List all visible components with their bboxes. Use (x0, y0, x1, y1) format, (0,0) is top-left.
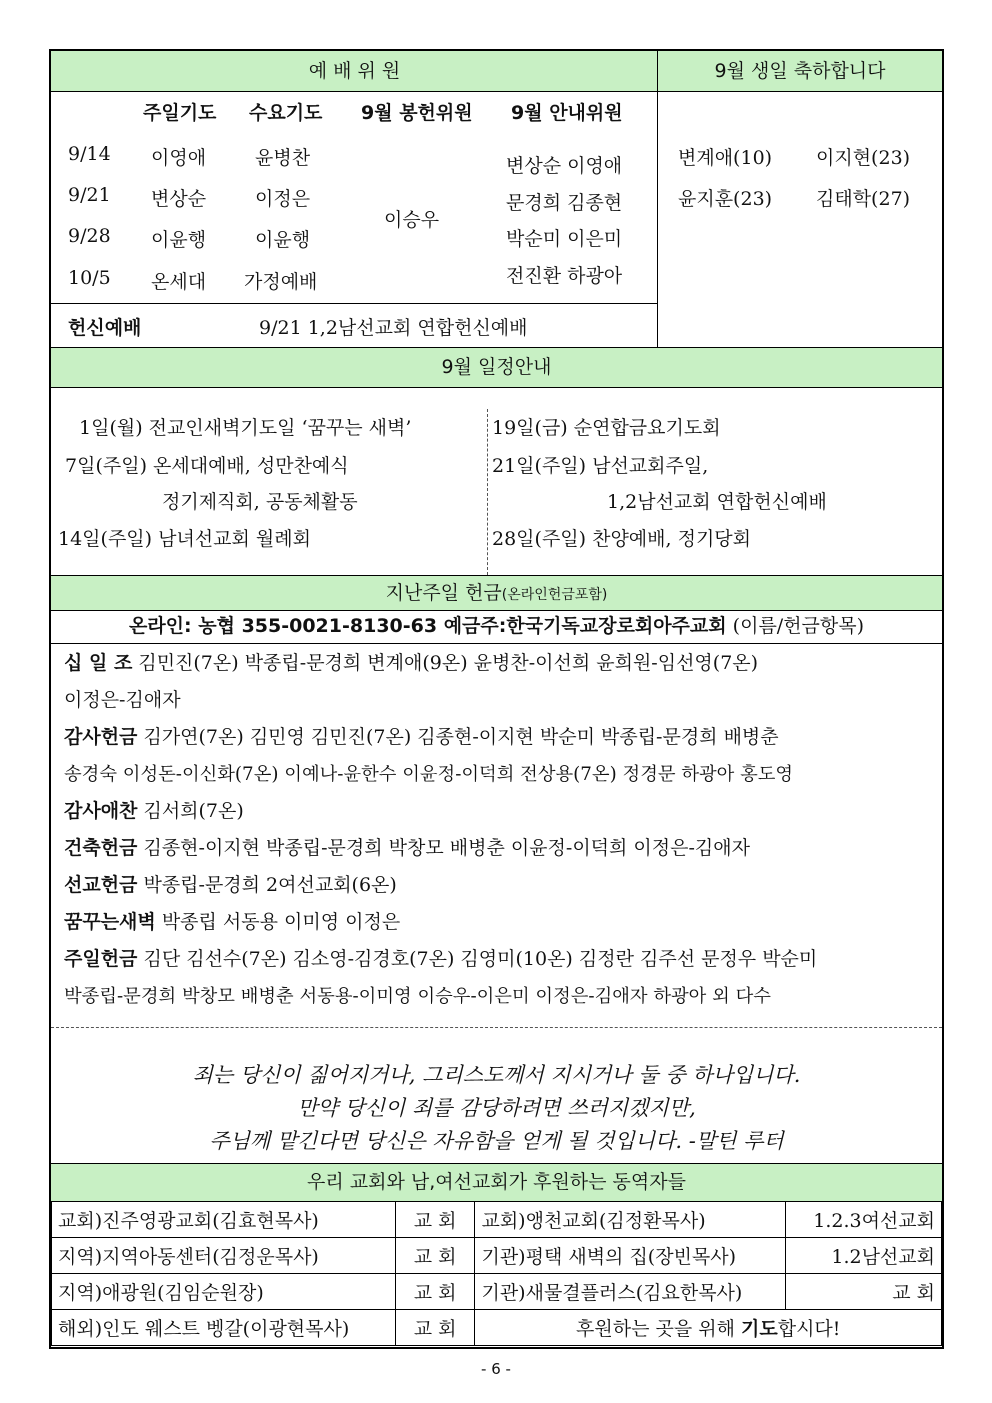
offering-label: 건축헌금 (64, 837, 138, 859)
col-header-wednesday-prayer: 수요기도 (249, 102, 323, 124)
dedication-text: 9/21 1,2남선교회 연합헌신예배 (259, 317, 528, 339)
worker-name: 기관)새물결플러스(김요한목사) (475, 1274, 786, 1310)
prayer-message: 후원하는 곳을 위해 기도합시다! (475, 1310, 942, 1346)
worship-date: 9/21 (68, 184, 111, 206)
quote-line: 죄는 당신이 짊어지거나, 그리스도께서 지시거나 둘 중 하나입니다. (192, 1063, 801, 1087)
supported-by: 교 회 (395, 1202, 475, 1238)
table-row (52, 1238, 942, 1274)
wednesday-prayer-name: 이정은 (255, 188, 311, 210)
wednesday-prayer-name: 이윤행 (255, 229, 311, 251)
offering-line: 박종립-문경희 박창모 배병춘 서동용-이미영 이승우-이은미 이정은-김애자 하광아 외 다수 (64, 986, 771, 1007)
worship-date: 9/14 (68, 143, 111, 165)
offering-list (64, 645, 817, 1015)
table-row (52, 1310, 942, 1346)
schedule-item: 1,2남선교회 연합헌신예배 (607, 491, 827, 513)
offering-committee-name: 이승우 (384, 209, 440, 231)
quote-line: 만약 당신이 죄를 감당하려면 쓰러지겠지만, (297, 1096, 696, 1120)
dedication-label: 헌신예배 (68, 317, 142, 339)
offering-label: 감사헌금 (64, 726, 138, 748)
online-account-note: (이름/헌금항목) (732, 615, 865, 637)
offering-line: 감사헌금 김가연(7온) 김민영 김민진(7온) 김종현-이지현 박순미 박종립-문경희 배병춘 (64, 726, 779, 748)
schedule-item: 14일(주일) 남녀선교회 월례회 (58, 528, 311, 550)
worship-date: 9/28 (68, 225, 111, 247)
worship-date: 10/5 (68, 267, 111, 289)
supported-by: 교 회 (395, 1238, 475, 1274)
offering-line: 이정은-김애자 (64, 689, 181, 711)
offering-label: 선교헌금 (64, 874, 138, 896)
schedule-header: 9월 일정안내 (51, 348, 942, 387)
usher-pair: 변상순 이영애 (506, 155, 623, 177)
usher-pair: 박순미 이은미 (506, 228, 623, 250)
offering-label: 주일헌금 (64, 948, 138, 970)
table-row (52, 1274, 942, 1310)
worker-name: 지역)지역아동센터(김정운목사) (52, 1238, 396, 1274)
schedule-item: 7일(주일) 온세대예배, 성만찬예식 (65, 455, 349, 477)
supported-by: 1.2남선교회 (786, 1238, 942, 1274)
schedule-item: 정기제직회, 공동체활동 (162, 491, 358, 513)
online-account (51, 610, 942, 643)
schedule-item: 21일(주일) 남선교회주일, (492, 455, 709, 477)
birthday-name: 김태학(27) (816, 188, 911, 210)
offering-header-title: 지난주일 헌금 (385, 582, 502, 604)
online-account-info: 온라인: 농협 355-0021-8130-63 예금주:한국기독교장로회아주교회 (128, 615, 727, 637)
offering-line: 꿈꾸는새벽 박종립 서동용 이미영 이정은 (64, 911, 401, 933)
bulletin-page (49, 49, 944, 1349)
table-row (52, 1202, 942, 1238)
wednesday-prayer-name: 가정예배 (244, 271, 318, 293)
worker-name: 지역)애광원(김임순원장) (52, 1274, 396, 1310)
supported-by: 교 회 (395, 1274, 475, 1310)
schedule-item: 28일(주일) 찬양예배, 정기당회 (492, 528, 752, 550)
quote-line: 주님께 맡긴다면 당신은 자유함을 얻게 될 것입니다. -말틴 루터 (209, 1129, 784, 1153)
offering-line: 감사애찬 김서희(7온) (64, 800, 244, 822)
sunday-prayer-name: 온세대 (151, 271, 207, 293)
offering-line: 주일헌금 김단 김선수(7온) 김소영-김경호(7온) 김영미(10온) 김정란 김주선 문정우 박순미 (64, 948, 818, 970)
offering-label: 십 일 조 (64, 652, 133, 674)
birthday-name: 이지현(23) (816, 147, 911, 169)
offering-label: 꿈꾸는새벽 (64, 911, 156, 933)
col-header-offering-committee: 9월 봉헌위원 (361, 102, 473, 124)
schedule-item: 19일(금) 순연합금요기도회 (492, 417, 721, 439)
page-number: - 6 - (481, 1360, 511, 1378)
birthday-name: 변계애(10) (678, 147, 773, 169)
offering-line: 선교헌금 박종립-문경희 2여선교회(6온) (64, 874, 397, 896)
wednesday-prayer-name: 윤병찬 (255, 147, 311, 169)
supported-by: 교 회 (395, 1310, 475, 1346)
usher-pair: 전진환 하광아 (506, 265, 623, 287)
schedule-item: 1일(월) 전교인새벽기도일 ‘꿈꾸는 새벽’ (79, 417, 412, 439)
supported-by: 교 회 (786, 1274, 942, 1310)
offering-header (51, 576, 942, 610)
col-header-ushers: 9월 안내위원 (511, 102, 623, 124)
worship-header: 예 배 위 원 (51, 51, 658, 91)
offering-line: 십 일 조 김민진(7온) 박종립-문경희 변계애(9온) 윤병찬-이선희 윤희원-임선영(7온) (64, 652, 759, 674)
sunday-prayer-name: 변상순 (151, 188, 207, 210)
offering-line: 송경숙 이성돈-이신화(7온) 이예나-윤한수 이윤정-이덕희 전상용(7온) 정경문 하광아 홍도영 (64, 764, 794, 785)
supported-by: 1.2.3여선교회 (786, 1202, 942, 1238)
sunday-prayer-name: 이윤행 (151, 229, 207, 251)
birthday-name: 윤지훈(23) (678, 188, 773, 210)
worker-name: 기관)평택 새벽의 집(장빈목사) (475, 1238, 786, 1274)
worker-name: 교회)앵천교회(김정환목사) (475, 1202, 786, 1238)
sunday-prayer-name: 이영애 (151, 147, 207, 169)
offering-label: 감사애찬 (64, 800, 138, 822)
workers-header: 우리 교회와 남,여선교회가 후원하는 동역자들 (51, 1164, 942, 1201)
offering-header-note: (온라인헌금포함) (501, 587, 608, 603)
col-header-sunday-prayer: 주일기도 (143, 102, 217, 124)
birthday-header: 9월 생일 축하합니다 (658, 51, 942, 91)
worker-name: 해외)인도 웨스트 벵갈(이광현목사) (52, 1310, 396, 1346)
usher-pair: 문경희 김종현 (506, 192, 623, 214)
worker-name: 교회)진주영광교회(김효현목사) (52, 1202, 396, 1238)
offering-line: 건축헌금 김종현-이지현 박종립-문경희 박창모 배병춘 이윤정-이덕희 이정은-김애자 (64, 837, 750, 859)
workers-table (51, 1201, 942, 1346)
